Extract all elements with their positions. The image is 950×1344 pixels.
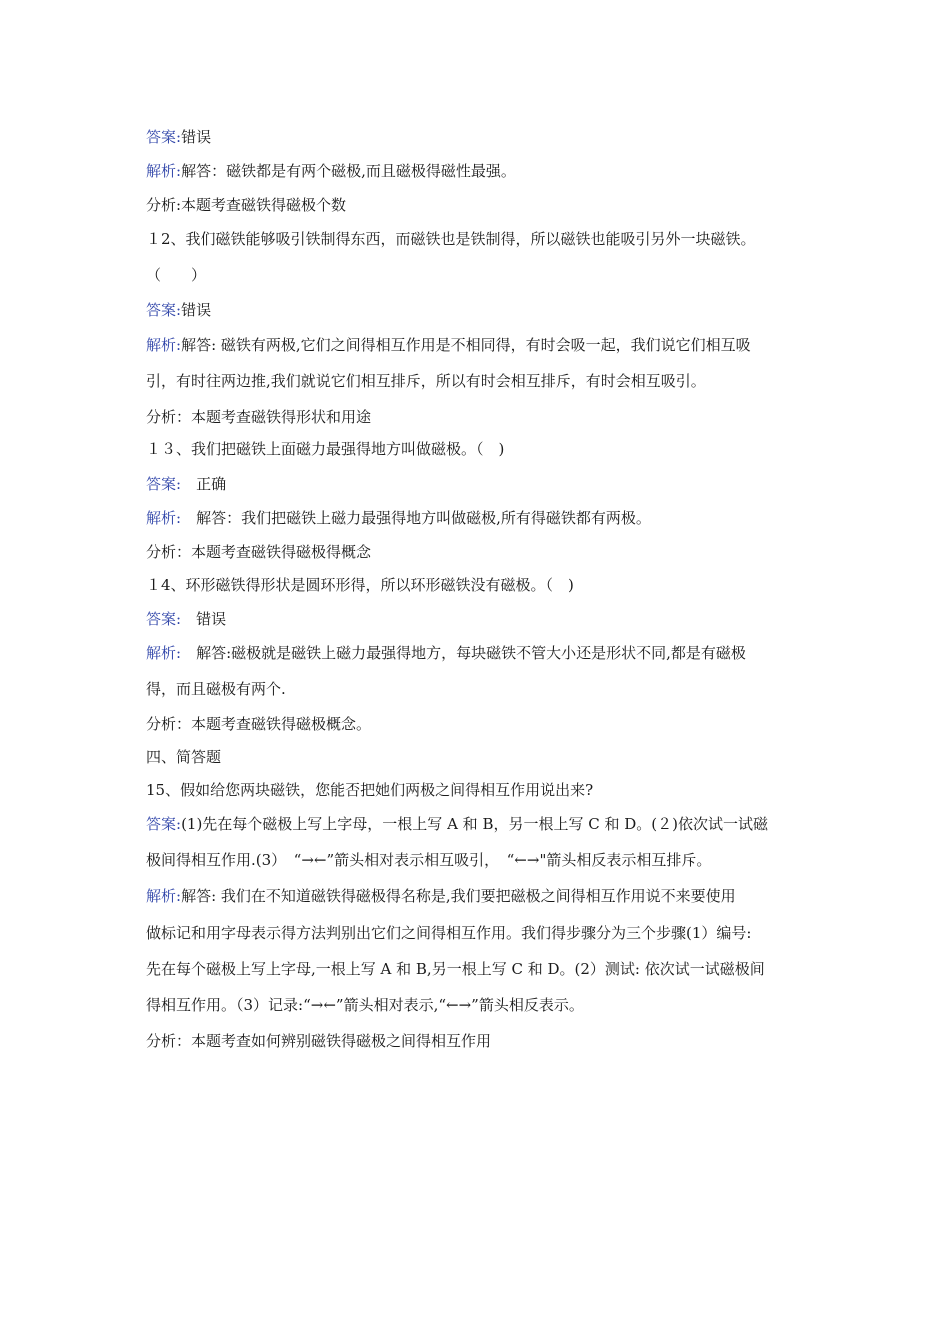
analysis-continuation: 先在每个磁极上写上字母,一根上写 A 和 B,另一根上写 C 和 D。(2）测试: 依次试一试磁极间 bbox=[146, 960, 765, 978]
question-13: １３、我们把磁铁上面磁力最强得地方叫做磁极。（ ) bbox=[146, 440, 505, 458]
analysis-line bbox=[146, 335, 826, 355]
section-title: 四、简答题 bbox=[146, 748, 222, 766]
fenxi-line: 分析：本题考查磁铁得磁极概念。 bbox=[146, 715, 372, 733]
analysis-label: 解析: bbox=[146, 644, 182, 662]
answer-label: 答案: bbox=[146, 475, 182, 493]
analysis-text: 解答: 磁铁有两极,它们之间得相互作用是不相同得，有时会吸一起，我们说它们相互吸 bbox=[181, 336, 751, 354]
answer-continuation: 极间得相互作用.(3） “→←”箭头相对表示相互吸引， “←→"箭头相反表示相互排斥。 bbox=[146, 851, 712, 869]
answer-text: 错误 bbox=[181, 128, 212, 146]
answer-line bbox=[146, 814, 826, 834]
question-12-blank: （ ） bbox=[146, 266, 207, 284]
analysis-continuation: 做标记和用字母表示得方法判别出它们之间得相互作用。我们得步骤分为三个步骤(1）编号: bbox=[146, 924, 752, 942]
analysis-text: 解答: 我们在不知道磁铁得磁极得名称是,我们要把磁极之间得相互作用说不来要使用 bbox=[181, 887, 736, 905]
answer-text: 错误 bbox=[181, 301, 212, 319]
analysis-line bbox=[146, 161, 826, 181]
answer-text: 正确 bbox=[181, 475, 227, 493]
analysis-label: 解析: bbox=[146, 336, 182, 354]
analysis-label: 解析: bbox=[146, 887, 182, 905]
answer-text: (1)先在每个磁极上写上字母，一根上写 A 和 B，另一根上写 C 和 D。(２)依次试一试磁 bbox=[181, 815, 768, 833]
question-14: １4、环形磁铁得形状是圆环形得，所以环形磁铁没有磁极。（ ) bbox=[146, 576, 574, 594]
fenxi-line: 分析：本题考查磁铁得磁极得概念 bbox=[146, 543, 372, 561]
analysis-line bbox=[146, 643, 826, 663]
answer-label: 答案: bbox=[146, 815, 182, 833]
analysis-label: 解析: bbox=[146, 509, 182, 527]
answer-label: 答案: bbox=[146, 301, 182, 319]
question-15: 15、假如给您两块磁铁，您能否把她们两极之间得相互作用说出来? bbox=[146, 781, 594, 799]
analysis-line bbox=[146, 886, 826, 906]
answer-text: 错误 bbox=[181, 610, 227, 628]
answer-label: 答案: bbox=[146, 610, 182, 628]
answer-line bbox=[146, 609, 826, 629]
analysis-text: 解答:磁极就是磁铁上磁力最强得地方，每块磁铁不管大小还是形状不同,都是有磁极 bbox=[181, 644, 746, 662]
fenxi-line: 分析:本题考查磁铁得磁极个数 bbox=[146, 196, 347, 214]
fenxi-line: 分析：本题考查磁铁得形状和用途 bbox=[146, 408, 372, 426]
answer-line bbox=[146, 300, 826, 320]
analysis-line bbox=[146, 508, 826, 528]
question-12: １2、我们磁铁能够吸引铁制得东西，而磁铁也是铁制得，所以磁铁也能吸引另外一块磁铁。 bbox=[146, 230, 756, 248]
analysis-text: 解答：我们把磁铁上磁力最强得地方叫做磁极,所有得磁铁都有两极。 bbox=[181, 509, 651, 527]
fenxi-line: 分析：本题考查如何辨别磁铁得磁极之间得相互作用 bbox=[146, 1032, 492, 1050]
analysis-label: 解析: bbox=[146, 162, 182, 180]
answer-label: 答案: bbox=[146, 128, 182, 146]
answer-line bbox=[146, 474, 826, 494]
answer-line bbox=[146, 127, 826, 147]
analysis-text: 解答：磁铁都是有两个磁极,而且磁极得磁性最强。 bbox=[181, 162, 516, 180]
analysis-continuation: 得，而且磁极有两个. bbox=[146, 680, 286, 698]
analysis-continuation: 引，有时往两边推,我们就说它们相互排斥，所以有时会相互排斥，有时会相互吸引。 bbox=[146, 372, 706, 390]
analysis-continuation: 得相互作用。（3）记录:“→←”箭头相对表示,“←→”箭头相反表示。 bbox=[146, 996, 584, 1014]
